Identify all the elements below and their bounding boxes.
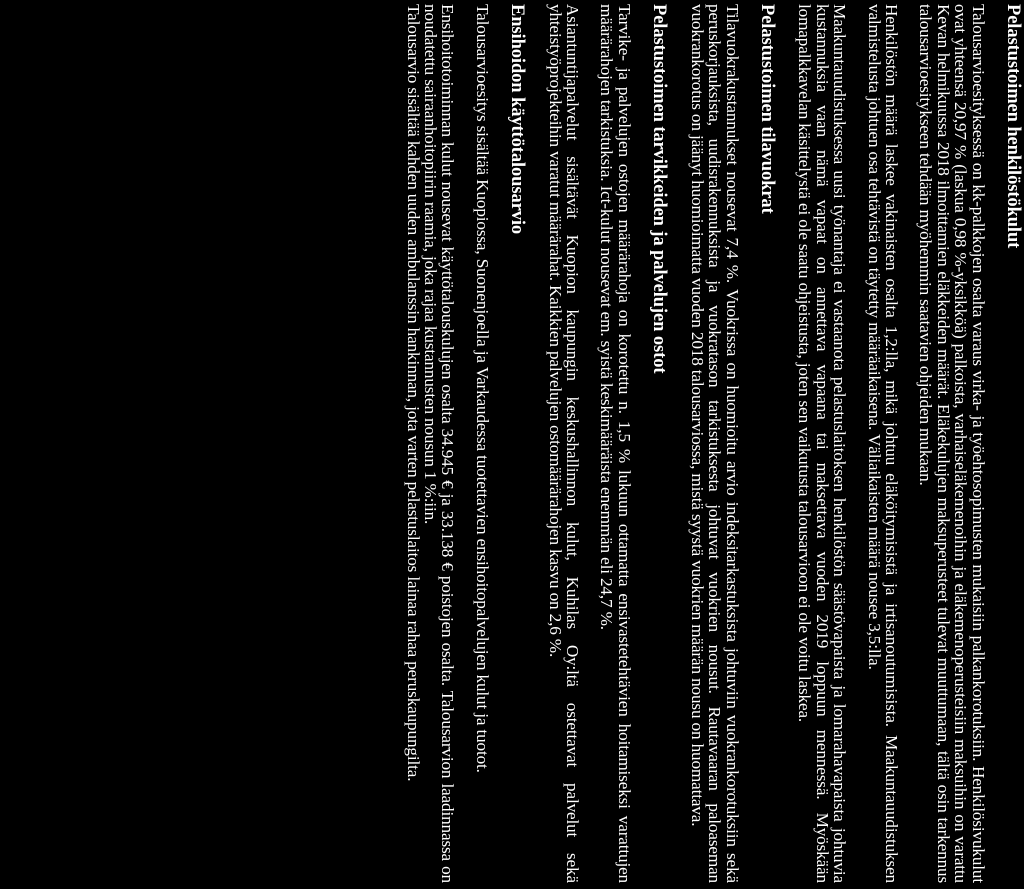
- section-tilavuokrat: [688, 4, 775, 883]
- paragraph: Tilavuokrakustannukset nousevat 7,4 %. Vuokrissa on huomioitu arvio indeksitarkastuksista johtuviin vuokrankorotuksiin sekä peruskorjauksista, uudisrakennuksista ja vuokratason tarkistuksesta johtuvat vuokrien nousut. Rautavaaran paloaseman vuokrankorotus on jäänyt huomioimatta vuoden 2018 talousarviossa, mistä syystä vuokrien määrän nousu on huomattava.: [687, 4, 742, 883]
- section-heading: Ensihoidon käyttötalousarvio: [507, 4, 528, 235]
- paragraph: Maakuntauudistuksessa uusi työnantaja ei vastaanota pelastuslaitoksen henkilöstön säästövapaista ja lomarahavapaista johtuvia kustannuksia vaan nämä vapaat on annettava vapaana tai maksettava vuoden 2019 loppuun mennessä. Myöskään lomapalkkavelan käsittelystä ei ole saatu ohjeistusta, joten sen vaikutusta talousarvioon ei ole voitu laskea.: [795, 4, 850, 883]
- paragraph: Henkilöstön määrä laskee vakinaisten osalta 1,2:lla, mikä johtuu eläköitymisistä ja irtisanoutumisista. Maakuntauudistuksen valmistelusta johtuen osa tehtävistä on täytetty määräaikaisena. Väliaikaisten määrä nousee 3,5:lla.: [864, 4, 901, 883]
- section-henkilostokulut: [796, 4, 1024, 883]
- section-heading: Pelastustoimen tarvikkeiden ja palvelujen ostot: [649, 4, 670, 374]
- section-heading: Pelastustoimen henkilöstökulut: [1003, 4, 1023, 249]
- section-heading: Pelastustoimen tilavuokrat: [756, 4, 777, 214]
- section-tarvikkeet-palvelut: [545, 4, 670, 883]
- paragraph: Talousarvioesityksessä on kk-palkkojen osalta varaus virka- ja työehtosopimusten mukaisiin palkankorotuksiin. Henkilösivukulut ovat yhteensä 20,97 % (laskua 0,98 %-yksikköä) palkoista, varhaiseläkemenoihin ja eläkemenoperusteisiin maksuihin on varattu Kevan helmikuussa 2018 ilmoittamien eläkkeiden määrät. Eläkekulujen maksuperusteet tulevat muuttumaan, tältä osin tarkennus talousarvioesitykseen tehdään myöhemmin saatavien ohjeiden mukaan.: [916, 4, 988, 883]
- paragraph: Talousarvioesitys sisältää Kuopiossa, Suonenjoella ja Varkaudessa tuotettavien ensihoitopalvelujen kulut ja tuotot.: [472, 4, 492, 773]
- paragraph: Talousarvio sisältää kahden uuden ambulanssin hankinnan, jota varten pelastuslaitos lainaa rahaa peruskaupungilta.: [403, 4, 423, 782]
- section-ensihoito: [403, 4, 528, 883]
- paragraph: Tarvike- ja palvelujen ostojen määrärahoja on korotettu n. 1,5 % lukuun ottamatta ensivastetehtävien hoitamiseksi varattujen määrärahojen tarkistuksia. Ict-kulut nousevat em. syistä keskimääräista enemmän eli 24,7 %.: [597, 4, 634, 883]
- paragraph: Asiantuntijapalvelut sisältävät Kuopion kaupungin keskushallinnon kulut, Kuhilas Oy:ltä ostettavat palvelut sekä yhteistyöprojekteihin varatut määrärahat. Kaikkien palvelujen ostomäärärahojen kasvu on 2,6 %.: [545, 4, 583, 883]
- paragraph: Ensihoitotoiminnan kulut nousevat käyttötalouskulujen osalta 34.945 € ja 33.138 € poistojen osalta. Talousarvion laadinnassa on noudatettu sairaanhoitopiirin raamia, joka rajaa kustannusten nousun 1 %:iin.: [421, 4, 458, 883]
